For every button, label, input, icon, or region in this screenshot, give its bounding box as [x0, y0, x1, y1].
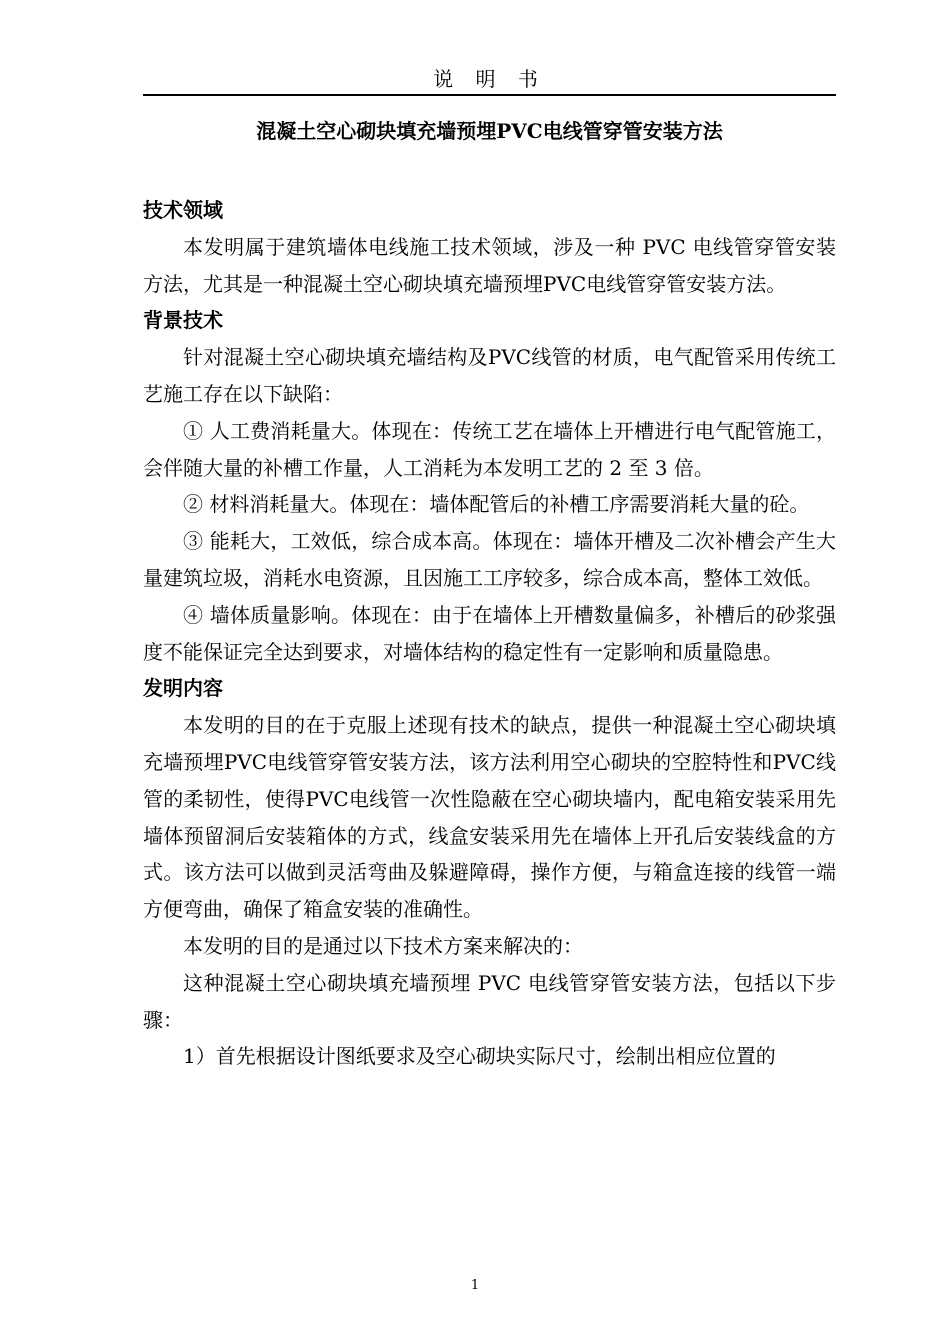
header-divider — [143, 94, 836, 96]
section-heading: 发明内容 — [143, 676, 223, 701]
paragraph: ① 人工费消耗量大。体现在：传统工艺在墙体上开槽进行电气配管施工，会伴随大量的补槽工作量，人工消耗为本发明工艺的 2 至 3 倍。 — [143, 418, 836, 480]
page-header-title: 说 明 书 — [433, 67, 546, 91]
paragraph: 这种混凝土空心砌块填充墙预埋 PVC 电线管穿管安装方法，包括以下步骤： — [143, 970, 836, 1032]
paragraph: 1）首先根据设计图纸要求及空心砌块实际尺寸，绘制出相应位置的 — [183, 1044, 776, 1069]
section-background-art — [143, 302, 836, 670]
paragraph: 针对混凝土空心砌块填充墙结构及PVC线管的材质，电气配管采用传统工艺施工存在以下缺陷： — [143, 345, 836, 406]
paragraph: 本发明的目的在于克服上述现有技术的缺点，提供一种混凝土空心砌块填充墙预埋PVC电线管穿管安装方法，该方法利用空心砌块的空腔特性和PVC线管的柔韧性，使得PVC电线管一次性隐蔽在空心砌块墙内，配电箱安装采用先墙体预留洞后安装箱体的方式，线盒安装采用先在墙体上开孔后安装线盒的方式。该方法可以做到灵活弯曲及躲避障碍，操作方便，与箱盒连接的线管一端方便弯曲，确保了箱盒安装的准确性。 — [143, 713, 836, 922]
paragraph: ② 材料消耗量大。体现在：墙体配管后的补槽工序需要消耗大量的砼。 — [183, 492, 810, 517]
paragraph: 本发明的目的是通过以下技术方案来解决的： — [183, 933, 583, 958]
paragraph: ④ 墙体质量影响。体现在：由于在墙体上开槽数量偏多，补槽后的砂浆强度不能保证完全达到要求，对墙体结构的稳定性有一定影响和质量隐患。 — [143, 602, 836, 664]
section-invention-content — [143, 670, 836, 1075]
paragraph: 本发明属于建筑墙体电线施工技术领域，涉及一种 PVC 电线管穿管安装方法，尤其是一种混凝土空心砌块填充墙预埋PVC电线管穿管安装方法。 — [143, 234, 836, 296]
document-body — [143, 192, 836, 1075]
page-number: 1 — [470, 1278, 480, 1293]
document-title: 混凝土空心砌块填充墙预埋PVC电线管穿管安装方法 — [256, 119, 723, 143]
paragraph: ③ 能耗大，工效低，综合成本高。体现在：墙体开槽及二次补槽会产生大量建筑垃圾，消耗水电资源，且因施工工序较多，综合成本高，整体工效低。 — [143, 529, 836, 590]
section-heading: 技术领域 — [143, 198, 223, 222]
section-heading: 背景技术 — [143, 308, 223, 333]
section-technical-field — [143, 192, 836, 302]
